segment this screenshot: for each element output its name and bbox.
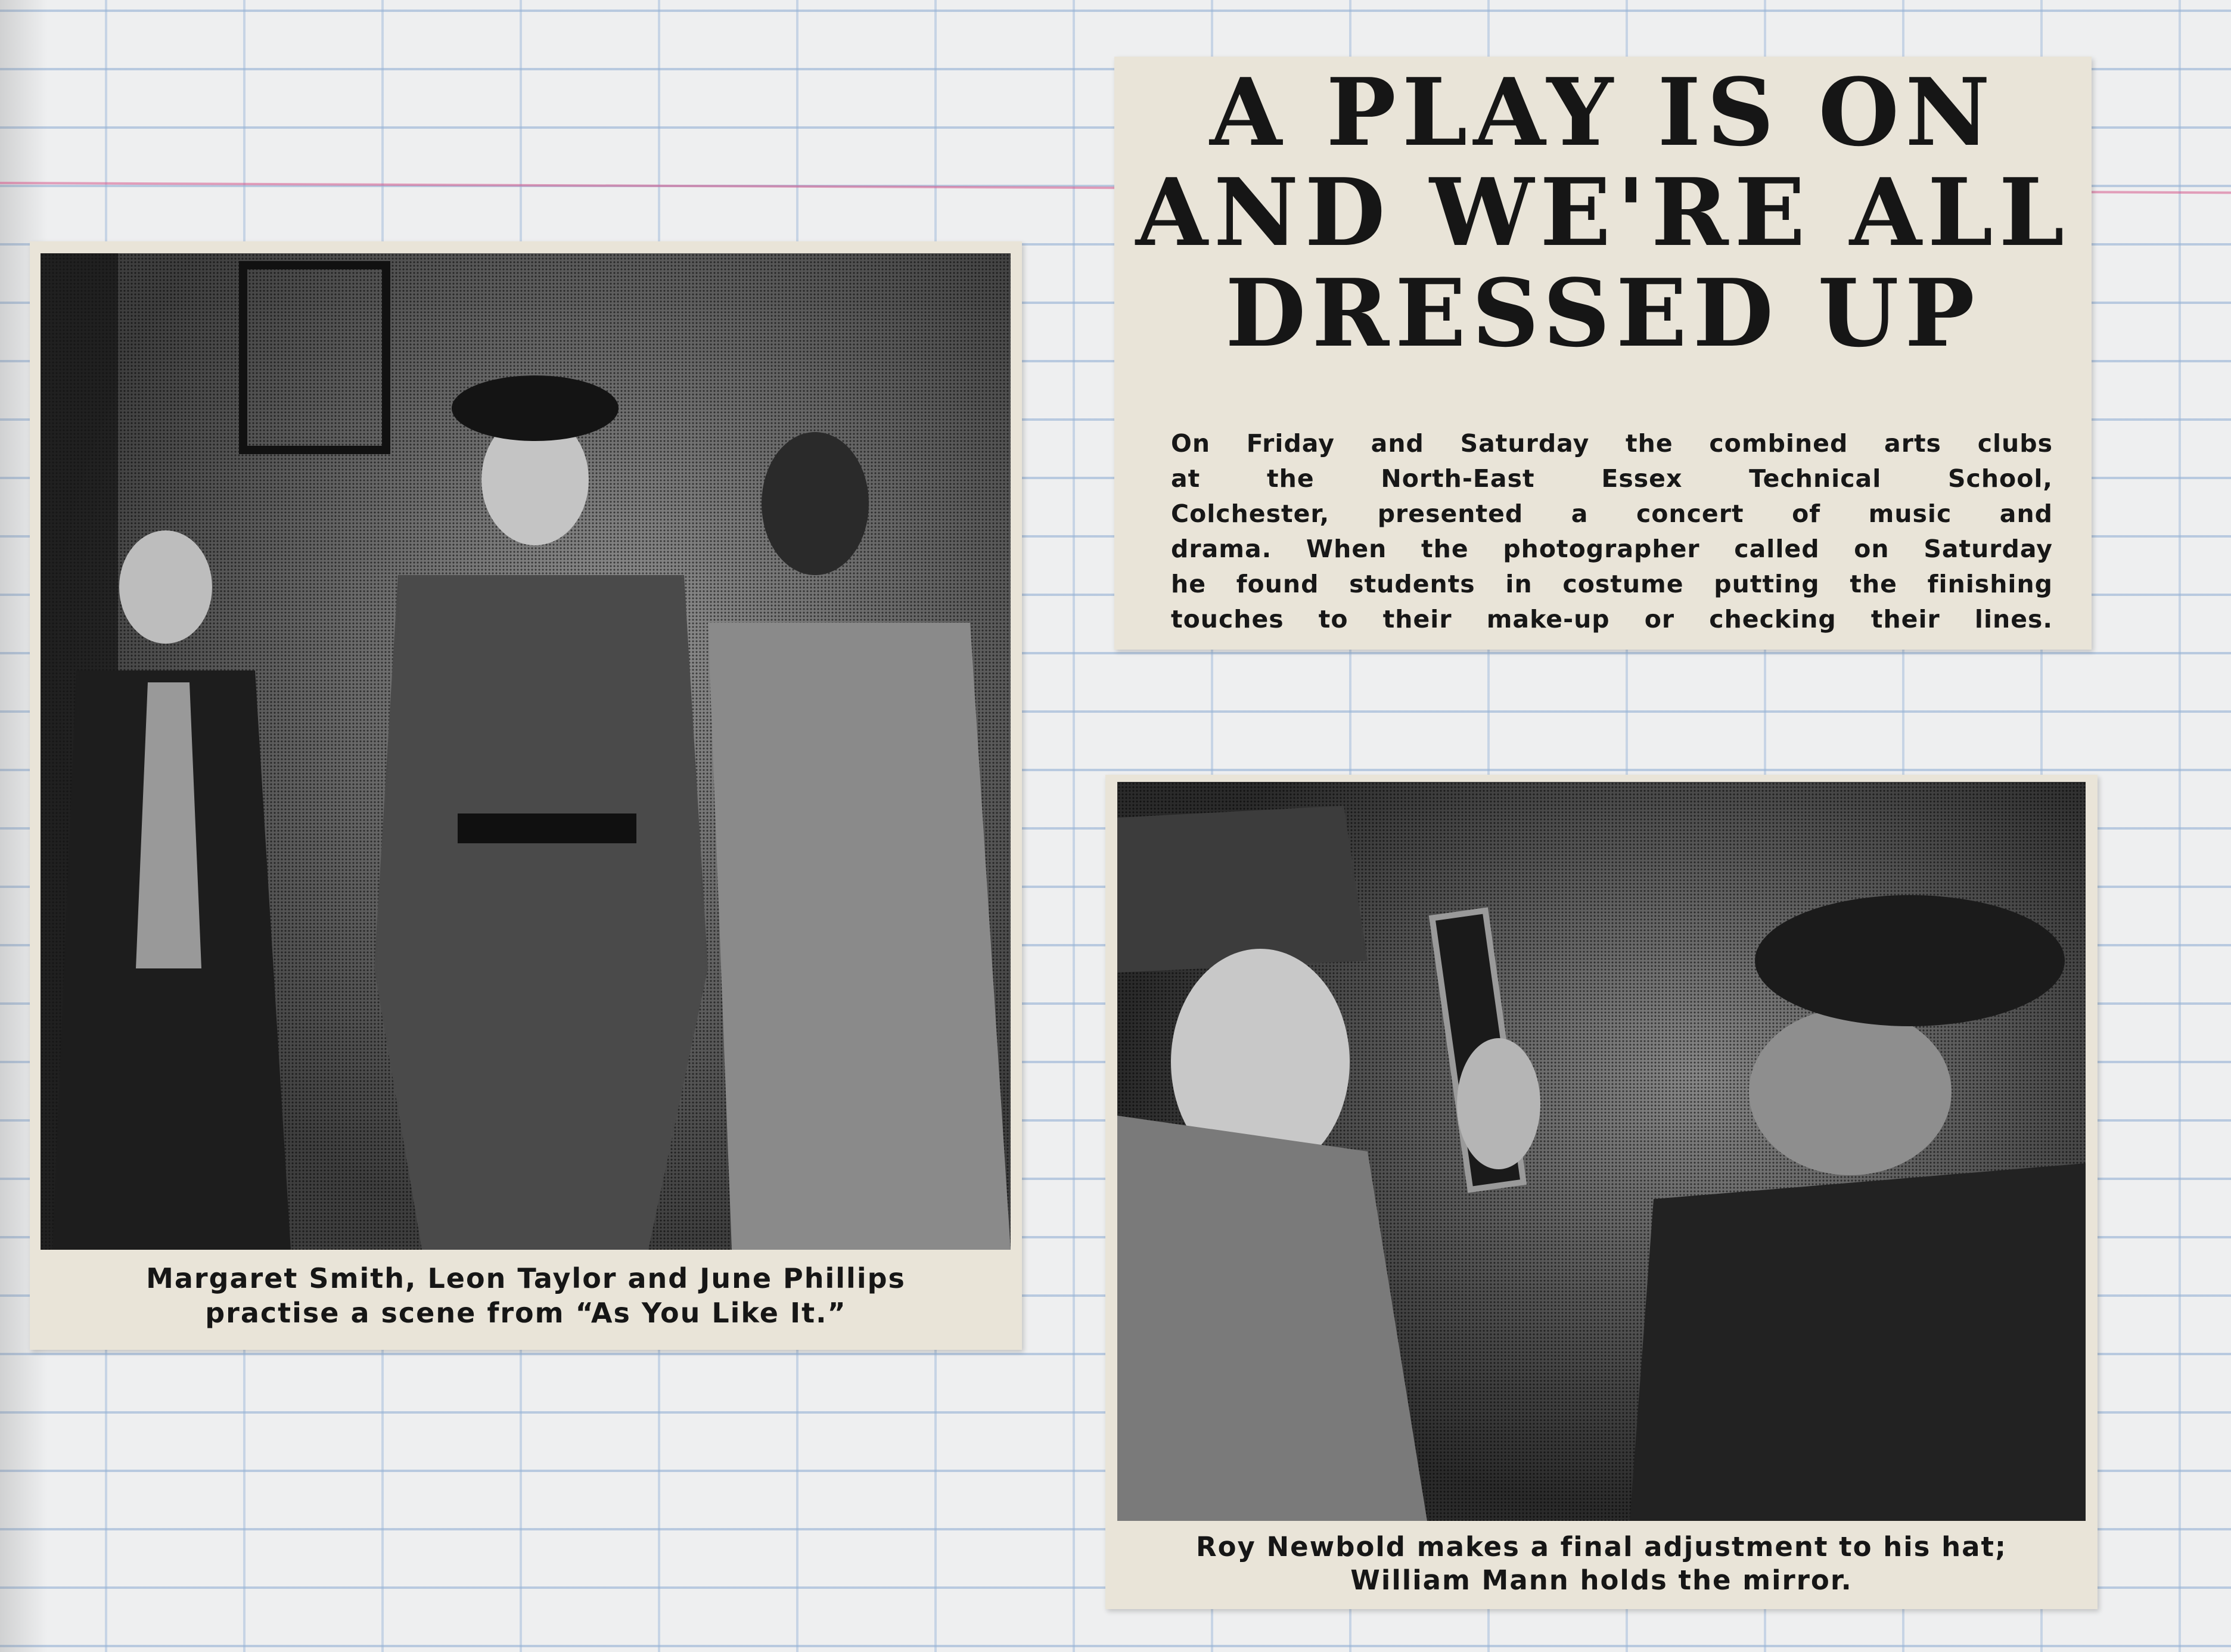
- figure-right-face: [1749, 1008, 1952, 1175]
- body-line: touches to their make-up or checking their lines.: [1171, 605, 2053, 634]
- figure-left-hat: [1117, 806, 1368, 973]
- clipping-article: [1114, 57, 2092, 650]
- body-line: Colchester, presented a concert of music and: [1171, 499, 2053, 528]
- photo-right-caption: [1105, 1530, 2098, 1598]
- figure-woman-right-head: [762, 432, 869, 575]
- photo-left-caption: [30, 1262, 1022, 1330]
- clipping-left: [30, 241, 1022, 1350]
- clipping-right: [1105, 775, 2098, 1609]
- figure-man-center-costume: [374, 575, 708, 1250]
- body-line: at the North-East Essex Technical School,: [1171, 464, 2053, 493]
- photo-scene-illustration: [1117, 782, 2086, 1521]
- headline-line: AND WE'RE ALL: [1135, 158, 2071, 268]
- caption-line: practise a scene from “As You Like It.”: [205, 1296, 847, 1329]
- article-headline: [1126, 58, 2080, 368]
- figure-woman-left-face: [119, 530, 212, 644]
- body-line: he found students in costume putting the finishing: [1171, 570, 2053, 598]
- caption-line: William Mann holds the mirror.: [1350, 1564, 1853, 1597]
- caption-line: Margaret Smith, Leon Taylor and June Phillips: [146, 1262, 906, 1294]
- figure-left-body: [1117, 1116, 1427, 1521]
- headline-line: DRESSED UP: [1225, 258, 1981, 368]
- headline-line: A PLAY IS ON: [1210, 58, 1996, 167]
- photo-mirror-adjustment: [1117, 782, 2086, 1521]
- photo-as-you-like-it: [41, 253, 1011, 1250]
- body-line: drama. When the photographer called on Saturday: [1171, 535, 2053, 563]
- hand: [1457, 1038, 1540, 1169]
- caption-line: Roy Newbold makes a final adjustment to his hat;: [1195, 1531, 2008, 1563]
- figure-right-hat: [1755, 895, 2065, 1026]
- figure-man-center-hat: [452, 375, 619, 441]
- figure-woman-right-dress: [708, 623, 1011, 1250]
- article-body: [1171, 426, 2053, 637]
- figure-right-body: [1630, 1163, 2086, 1521]
- body-line: On Friday and Saturday the combined arts clubs: [1171, 429, 2053, 458]
- photo-scene-illustration: [41, 253, 1011, 1250]
